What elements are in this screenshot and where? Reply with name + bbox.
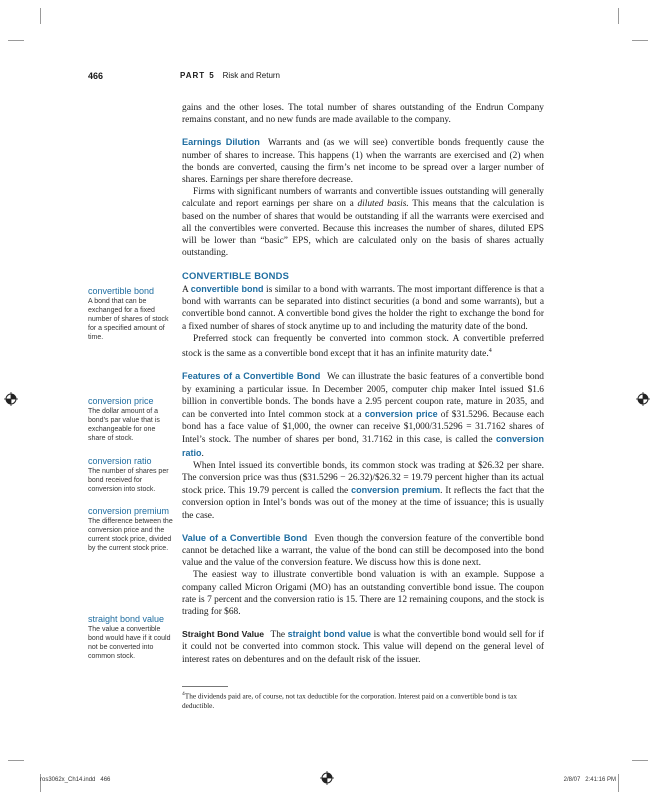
crop-mark xyxy=(618,8,619,24)
crop-mark xyxy=(618,774,619,792)
run-in-head: Value of a Convertible Bond xyxy=(182,532,308,543)
crop-mark xyxy=(632,760,648,761)
running-header xyxy=(0,71,654,83)
paragraph: The easiest way to illustrate convertible bond valuation is with an example. Suppose a company called Micron Origami (MO) has an outstanding convertible bond issue. The coupon rate is 7 percent and the conversion ratio is 15. There are 12 remaining coupons, and the stock is trading for $68. xyxy=(182,570,544,617)
run-in-head: Features of a Convertible Bond xyxy=(182,371,321,382)
print-slug-right: 2/8/07 2:41:16 PM xyxy=(563,777,616,783)
run-in-head: Earnings Dilution xyxy=(182,137,260,148)
paragraph: Firms with significant numbers of warrants and convertible issues outstanding will generally calculate and report earnings per share on a diluted basis. This means that the calculation is based on the number of shares that would be outstanding if all the warrants were exercised and all the convertibles were converted. Because this increases the number of shares, diluted EPS will be lower than “basic” EPS, which are calculated only on the basis of shares actually outstanding. xyxy=(182,187,544,259)
margin-definition xyxy=(88,396,174,443)
registration-mark-icon xyxy=(636,392,650,406)
margin-text: The number of shares per bond received for conversion into stock. xyxy=(88,468,169,493)
margin-definition xyxy=(88,286,174,342)
footnote-rule xyxy=(182,686,228,687)
paragraph-value: Value of a Convertible Bond Even though the conversion feature of the convertible bond cannot be detached like a warrant, the value of the bond can still be decomposed into the bond value and the value of the conversion feature. We discuss how this is done next. xyxy=(182,532,544,569)
paragraph-features: Features of a Convertible Bond We can illustrate the basic features of a convertible bond by examining a particular issue. In December 2005, computer chip maker Intel issued $1.6 billion in convertible bonds. The bonds have a 2.95 percent coupon rate, mature in 2035, and can be converted into Intel common stock at a conversion price of $31.5296. Because each bond has a face value of $1,000, the owner can receive $1,000/31.5296 = 31.7162 shares of Intel’s stock. The number of shares per bond, 31.7162 in this case, is called the conversion ratio. xyxy=(182,371,545,459)
body-column-bottom xyxy=(182,283,544,666)
paragraph-earnings-dilution: Earnings Dilution Warrants and (as we will see) convertible bonds frequently cause the number of shares to increase. This happens (1) when the warrants are exercised and (2) when the bonds are converted, causing the firm’s net income to be spread over a larger number of shares. Earnings per share therefore decrease. xyxy=(182,137,544,186)
footnote-ref: 4 xyxy=(488,348,492,355)
key-term: straight bond value xyxy=(287,629,372,640)
paragraph: When Intel issued its convertible bonds, its common stock was trading at $26.32 per share. The conversion price was thus ($31.5296 − 26.32)/$26.32 = 19.79 percent higher than its actual stock price. This 19.79 percent is called the conversion premium. It reflects the fact that the conversion option in Intel’s bonds was out of the money at the time of issuance; this is usually the case. xyxy=(182,460,544,521)
part-label: PART 5 Risk and Return xyxy=(180,71,280,80)
crop-mark xyxy=(40,8,41,24)
margin-text: The dollar amount of a bond’s par value that is exchangeable for one share of stock. xyxy=(88,408,160,442)
footnote xyxy=(182,690,544,710)
crop-mark xyxy=(8,40,24,41)
footnote-number: 4 xyxy=(182,691,185,697)
paragraph: Preferred stock can frequently be converted into common stock. A convertible preferred stock is the same as a convertible bond except that it has an infinite maturity date.$^4$ xyxy=(182,333,544,360)
margin-definition xyxy=(88,614,174,661)
section-title: CONVERTIBLE BONDS xyxy=(182,270,290,281)
run-in-head: Straight Bond Value xyxy=(182,629,265,640)
margin-definition xyxy=(88,506,174,553)
footnote-text: The dividends paid are, of course, not tax deductible for the corporation. Interest paid on a convertible bond is tax deductible. xyxy=(182,691,518,710)
body-column-top xyxy=(182,102,544,259)
margin-definition xyxy=(88,456,174,494)
crop-mark xyxy=(8,760,24,761)
margin-term: conversion premium xyxy=(88,506,170,516)
paragraph: gains and the other loses. The total number of shares outstanding of the Endrun Company remains constant, and no new funds are made available to the company. xyxy=(182,103,544,126)
margin-text: The difference between the conversion price and the current stock price, divided by the current stock price. xyxy=(88,518,173,552)
margin-term: conversion ratio xyxy=(88,456,152,466)
paragraph: A convertible bond is similar to a bond with warrants. The most important difference is that a bond with warrants can be separated into distinct securities (a bond and some warrants), but a convertible bond cannot. A convertible bond gives the holder the right to exchange the bond for a fixed number of shares of stock anytime up to and including the maturity date of the bond. xyxy=(182,284,544,332)
part-title: Risk and Return xyxy=(222,71,280,80)
print-slug-left: ros3062x_Ch14.indd 466 xyxy=(40,777,111,783)
key-term: conversion ratio xyxy=(182,434,545,458)
paragraph-straight-bond: Straight Bond Value The straight bond value is what the convertible bond would sell for if it could not be converted into common stock. This value will depend on the general level of interest rates on debentures and on the default risk of the issuer. xyxy=(182,629,545,665)
key-term: convertible bond xyxy=(190,284,264,294)
key-term: conversion price xyxy=(364,408,438,419)
page-number: 466 xyxy=(88,71,104,81)
margin-term: conversion price xyxy=(88,396,154,406)
margin-text: A bond that can be exchanged for a fixed number of shares of stock for a specified amount of time. xyxy=(88,298,169,341)
margin-term: convertible bond xyxy=(88,286,155,296)
registration-mark-icon xyxy=(320,771,334,785)
crop-mark xyxy=(632,40,648,41)
key-term: conversion premium xyxy=(351,485,441,496)
margin-text: The value a convertible bond would have if it could not be converted into common stock. xyxy=(88,626,171,660)
margin-term: straight bond value xyxy=(88,614,165,624)
registration-mark-icon xyxy=(4,392,18,406)
